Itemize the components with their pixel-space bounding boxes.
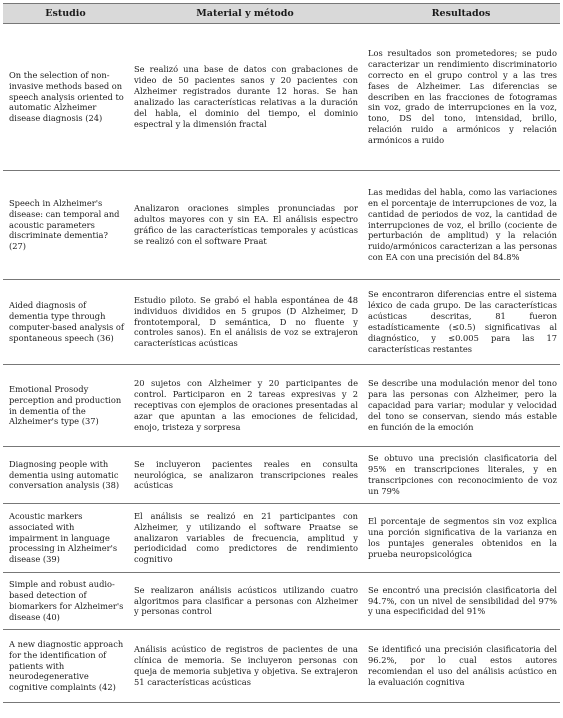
method-cell: Se realizaron análisis acústicos utilizando cuatro algoritmos para clasificar a personas con Alzheimer y personas control [128, 573, 362, 630]
study-cell: Aided diagnosis of dementia type through computer-based analysis of spontaneous speech (36) [3, 280, 128, 365]
study-cell: Diagnosing people with dementia using automatic conversation analysis (38) [3, 447, 128, 504]
header-results: Resultados [362, 4, 560, 24]
method-cell: Análisis acústico de registros de pacientes de una clínica de memoria. Se incluyeron personas con queja de memoria subjetiva y objetiva. Se extrajeron 51 características acústicas [128, 630, 362, 703]
results-cell: Las medidas del habla, como las variaciones en el porcentaje de interrupciones de voz, la cantidad de periodos de voz, la cantidad de interrupciones de voz, el brillo (cociente de perturbación de amplitud) y la relación ruido/armónicos caracterizan a las personas con EA con una precisión del 84.8% [362, 171, 560, 280]
table-row [3, 630, 560, 703]
results-cell: Se encontraron diferencias entre el sistema léxico de cada grupo. De las características acústicas descritas, 81 fueron estadísticamente (≤0.5) significativas al diagnóstico, y ≤0.005 para las 17 características restantes [362, 280, 560, 365]
results-cell: Se describe una modulación menor del tono para las personas con Alzheimer, pero la capacidad para variar; modular y velocidad del tono se conservan, siendo más estable en función de la emoción [362, 365, 560, 447]
method-cell: Estudio piloto. Se grabó el habla espontánea de 48 individuos divididos en 5 grupos (D Alzheimer, D frontotemporal, D semántica, D no fluente y controles sanos). En el análisis de voz se extrajeron características acústicas [128, 280, 362, 365]
results-cell: Se obtuvo una precisión clasificatoria del 95% en transcripciones literales, y en transcripciones con reconocimiento de voz un 79% [362, 447, 560, 504]
table-header [3, 4, 560, 24]
method-cell: Analizaron oraciones simples pronunciadas por adultos mayores con y sin EA. El análisis espectro gráfico de las características temporales y acústicas se realizó con el software Praat [128, 171, 362, 280]
table-row [3, 573, 560, 630]
study-cell: Speech in Alzheimer's disease: can temporal and acoustic parameters discriminate dementia? (27) [3, 171, 128, 280]
method-cell: Se realizó una base de datos con grabaciones de video de 50 pacientes sanos y 20 pacientes con Alzheimer registrados durante 12 horas. Se han analizado las características relativas a la duración del habla, el dominio del tiempo, el dominio espectral y la dimensión fractal [128, 24, 362, 171]
results-cell: Los resultados son prometedores; se pudo caracterizar un rendimiento discriminatorio correcto en el grupo control y a las tres fases de Alzheimer. Las diferencias se describen en las fracciones de fotogramas sin voz, grado de interrupciones en la voz, tono, DS del tono, intensidad, brillo, relación ruido a armónicos y relación armónicos a ruido [362, 24, 560, 171]
table-row [3, 447, 560, 504]
header-method: Material y método [128, 4, 362, 24]
study-cell: Acoustic markers associated with impairment in language processing in Alzheimer's disease (39) [3, 504, 128, 573]
study-cell: Emotional Prosody perception and production in dementia of the Alzheimer's type (37) [3, 365, 128, 447]
results-cell: Se encontró una precisión clasificatoria del 94.7%, con un nivel de sensibilidad del 97% y una especificidad del 91% [362, 573, 560, 630]
results-cell: El porcentaje de segmentos sin voz explica una porción significativa de la varianza en los puntajes generales obtenidos en la prueba neuropsicológica [362, 504, 560, 573]
table-body [3, 24, 560, 703]
studies-table [3, 3, 560, 703]
header-study: Estudio [3, 4, 128, 24]
table-row [3, 171, 560, 280]
results-cell: Se identificó una precisión clasificatoria del 96.2%, por lo cual estos autores recomiendan el uso del análisis acústico en la evaluación cognitiva [362, 630, 560, 703]
study-cell: A new diagnostic approach for the identification of patients with neurodegenerative cognitive complaints (42) [3, 630, 128, 703]
table-row [3, 365, 560, 447]
table-row [3, 280, 560, 365]
study-cell: On the selection of non-invasive methods based on speech analysis oriented to automatic Alzheimer disease diagnosis (24) [3, 24, 128, 171]
study-cell: Simple and robust audio-based detection of biomarkers for Alzheimer's disease (40) [3, 573, 128, 630]
method-cell: Se incluyeron pacientes reales en consulta neurológica, se analizaron transcripciones reales acústicas [128, 447, 362, 504]
table-row [3, 504, 560, 573]
method-cell: El análisis se realizó en 21 participantes con Alzheimer, y utilizando el software Praatse se analizaron variables de frecuencia, amplitud y periodicidad como predictores de rendimiento cognitivo [128, 504, 362, 573]
method-cell: 20 sujetos con Alzheimer y 20 participantes de control. Participaron en 2 tareas expresivas y 2 receptivas con ejemplos de oraciones presentadas al azar que apuntan a las emociones de felicidad, enojo, tristeza y sorpresa [128, 365, 362, 447]
table-row [3, 24, 560, 171]
